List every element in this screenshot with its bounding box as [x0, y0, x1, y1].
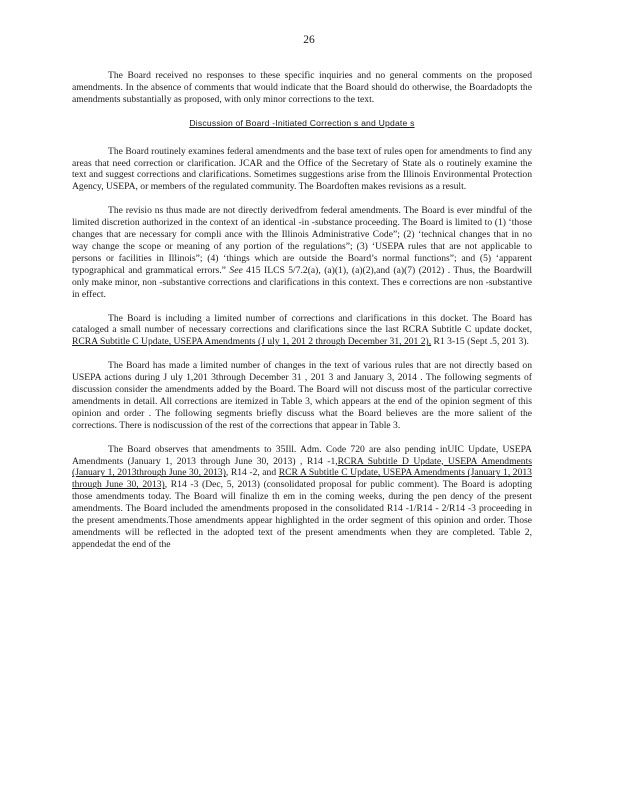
document-body — [72, 70, 532, 563]
paragraph-corrections-included — [72, 313, 532, 349]
section-heading: Discussion of Board -Initiated Correction s and Update s — [189, 117, 415, 128]
paragraph-limited-discretion — [72, 205, 532, 300]
see-signal: See — [229, 264, 243, 276]
paragraph-board-changes: The Board has made a limited number of changes in the text of various rules that are not directly based on USEPA actions during J uly 1,201 3through December 31 , 201 3 and January 3, 2014 . The following segments of discussion consider the amendments added by the Board. The Board will not discuss most of the particular corrective amendments in detail. All corrections are itemized in Table 3, which appears at the end of the opinion segment of this opinion and order . The following segments briefly discuss what the Board believes are the more salient of the corrections. There is nodiscussion of the rest of the corrections that appear in Table 3. — [72, 360, 532, 431]
docket-number-r13-15: R1 3-15 (Sept .5, 201 3). — [433, 336, 529, 348]
docket-citation-subtitle-d: RCRA Subtitle D Update, USEPA Amendments (January 1, 2013through June 30, 2013) — [72, 455, 532, 479]
pending-amendments-text: The Board observes that amendments to 35Ill. Adm. Code 720 are also pending inUIC Update, USEPA Amendments (January 1, 2013 through June 30, 2013) , R14 -1, — [72, 443, 532, 467]
docket-citation-rcra-2012: RCRA Subtitle C Update, USEPA Amendments (J uly 1, 201 2 through December 31, 201 2), — [72, 336, 432, 348]
docket-citation-subtitle-c: RCR A Subtitle C Update, USEPA Amendments (January 1, 2013 through June 30, 2013) — [72, 467, 532, 491]
paragraph-no-comments: The Board received no responses to these specific inquiries and no general comments on the proposed amendments. In the absence of comments that would indicate that the Board should do otherwise, the Boardadopts the amendments substantially as proposed, with only minor corrections to the text. — [72, 70, 532, 105]
statute-citation-text: 415 ILCS 5/7.2(a), (a)(1), (a)(2),and (a)(7) (2012) . Thus, the Boardwill only make minor, non -substantive corrections and clarifications in this context. Thes e corrections are non -substantive in effect. — [72, 264, 532, 300]
docket-number-r14-2: , R14 -2, and — [225, 467, 277, 479]
limited-discretion-text: The revisio ns thus made are not directly derivedfrom federal amendments. The Board is ever mindful of the limited discretion authorized in the context of an identical -in -substance proceeding. The Board is limited to (1) ‘those changes that are necessary for compli ance with the Illinois Administrative Code”; (2) ‘technical changes that in no way change the scope or meaning of any portion of the regulations”; (3) ‘USEPA rules that are not applicable to persons or facilities in Illinois”; (4) ‘things which are outside the Board’s normal functions”; and (5) ‘apparent typographical and grammatical errors.” — [72, 205, 532, 276]
consolidated-proposal-text: , R14 -3 (Dec, 5, 2013) (consolidated proposal for public comment). The Board is adopting those amendments today. The Board will finalize th em in the coming weeks, during the pen dency of the present amendments. The Board included the amendments proposed in the consolidated R14 -1/R14 - 2/R14 -3 proceeding in the present amendments.Those amendments appear highlighted in the order segment of this opinion and order. Those amendments will be reflected in the adopted text of the present amendments when they are completed. Table 2, appendedat the end of the — [72, 479, 533, 550]
paragraph-pending-amendments — [72, 444, 532, 551]
corrections-included-text: The Board is including a limited number of corrections and clarifications in this docket. The Board has cataloged a small number of necessary corrections and clarifications since the last RCRA Subtitle C update docket, — [72, 312, 532, 336]
page-number: 26 — [303, 34, 315, 46]
paragraph-routine-examination: The Board routinely examines federal amendments and the base text of rules open for amendments to find any areas that need correction or clarification. JCAR and the Office of the Secretary of State als o routinely examine the text and suggest corrections and clarifications. Sometimes suggestions arise from the Illinois Environmental Protection Agency, USEPA, or members of the regulated community. The Boardoften makes revisions as a result. — [72, 145, 532, 193]
